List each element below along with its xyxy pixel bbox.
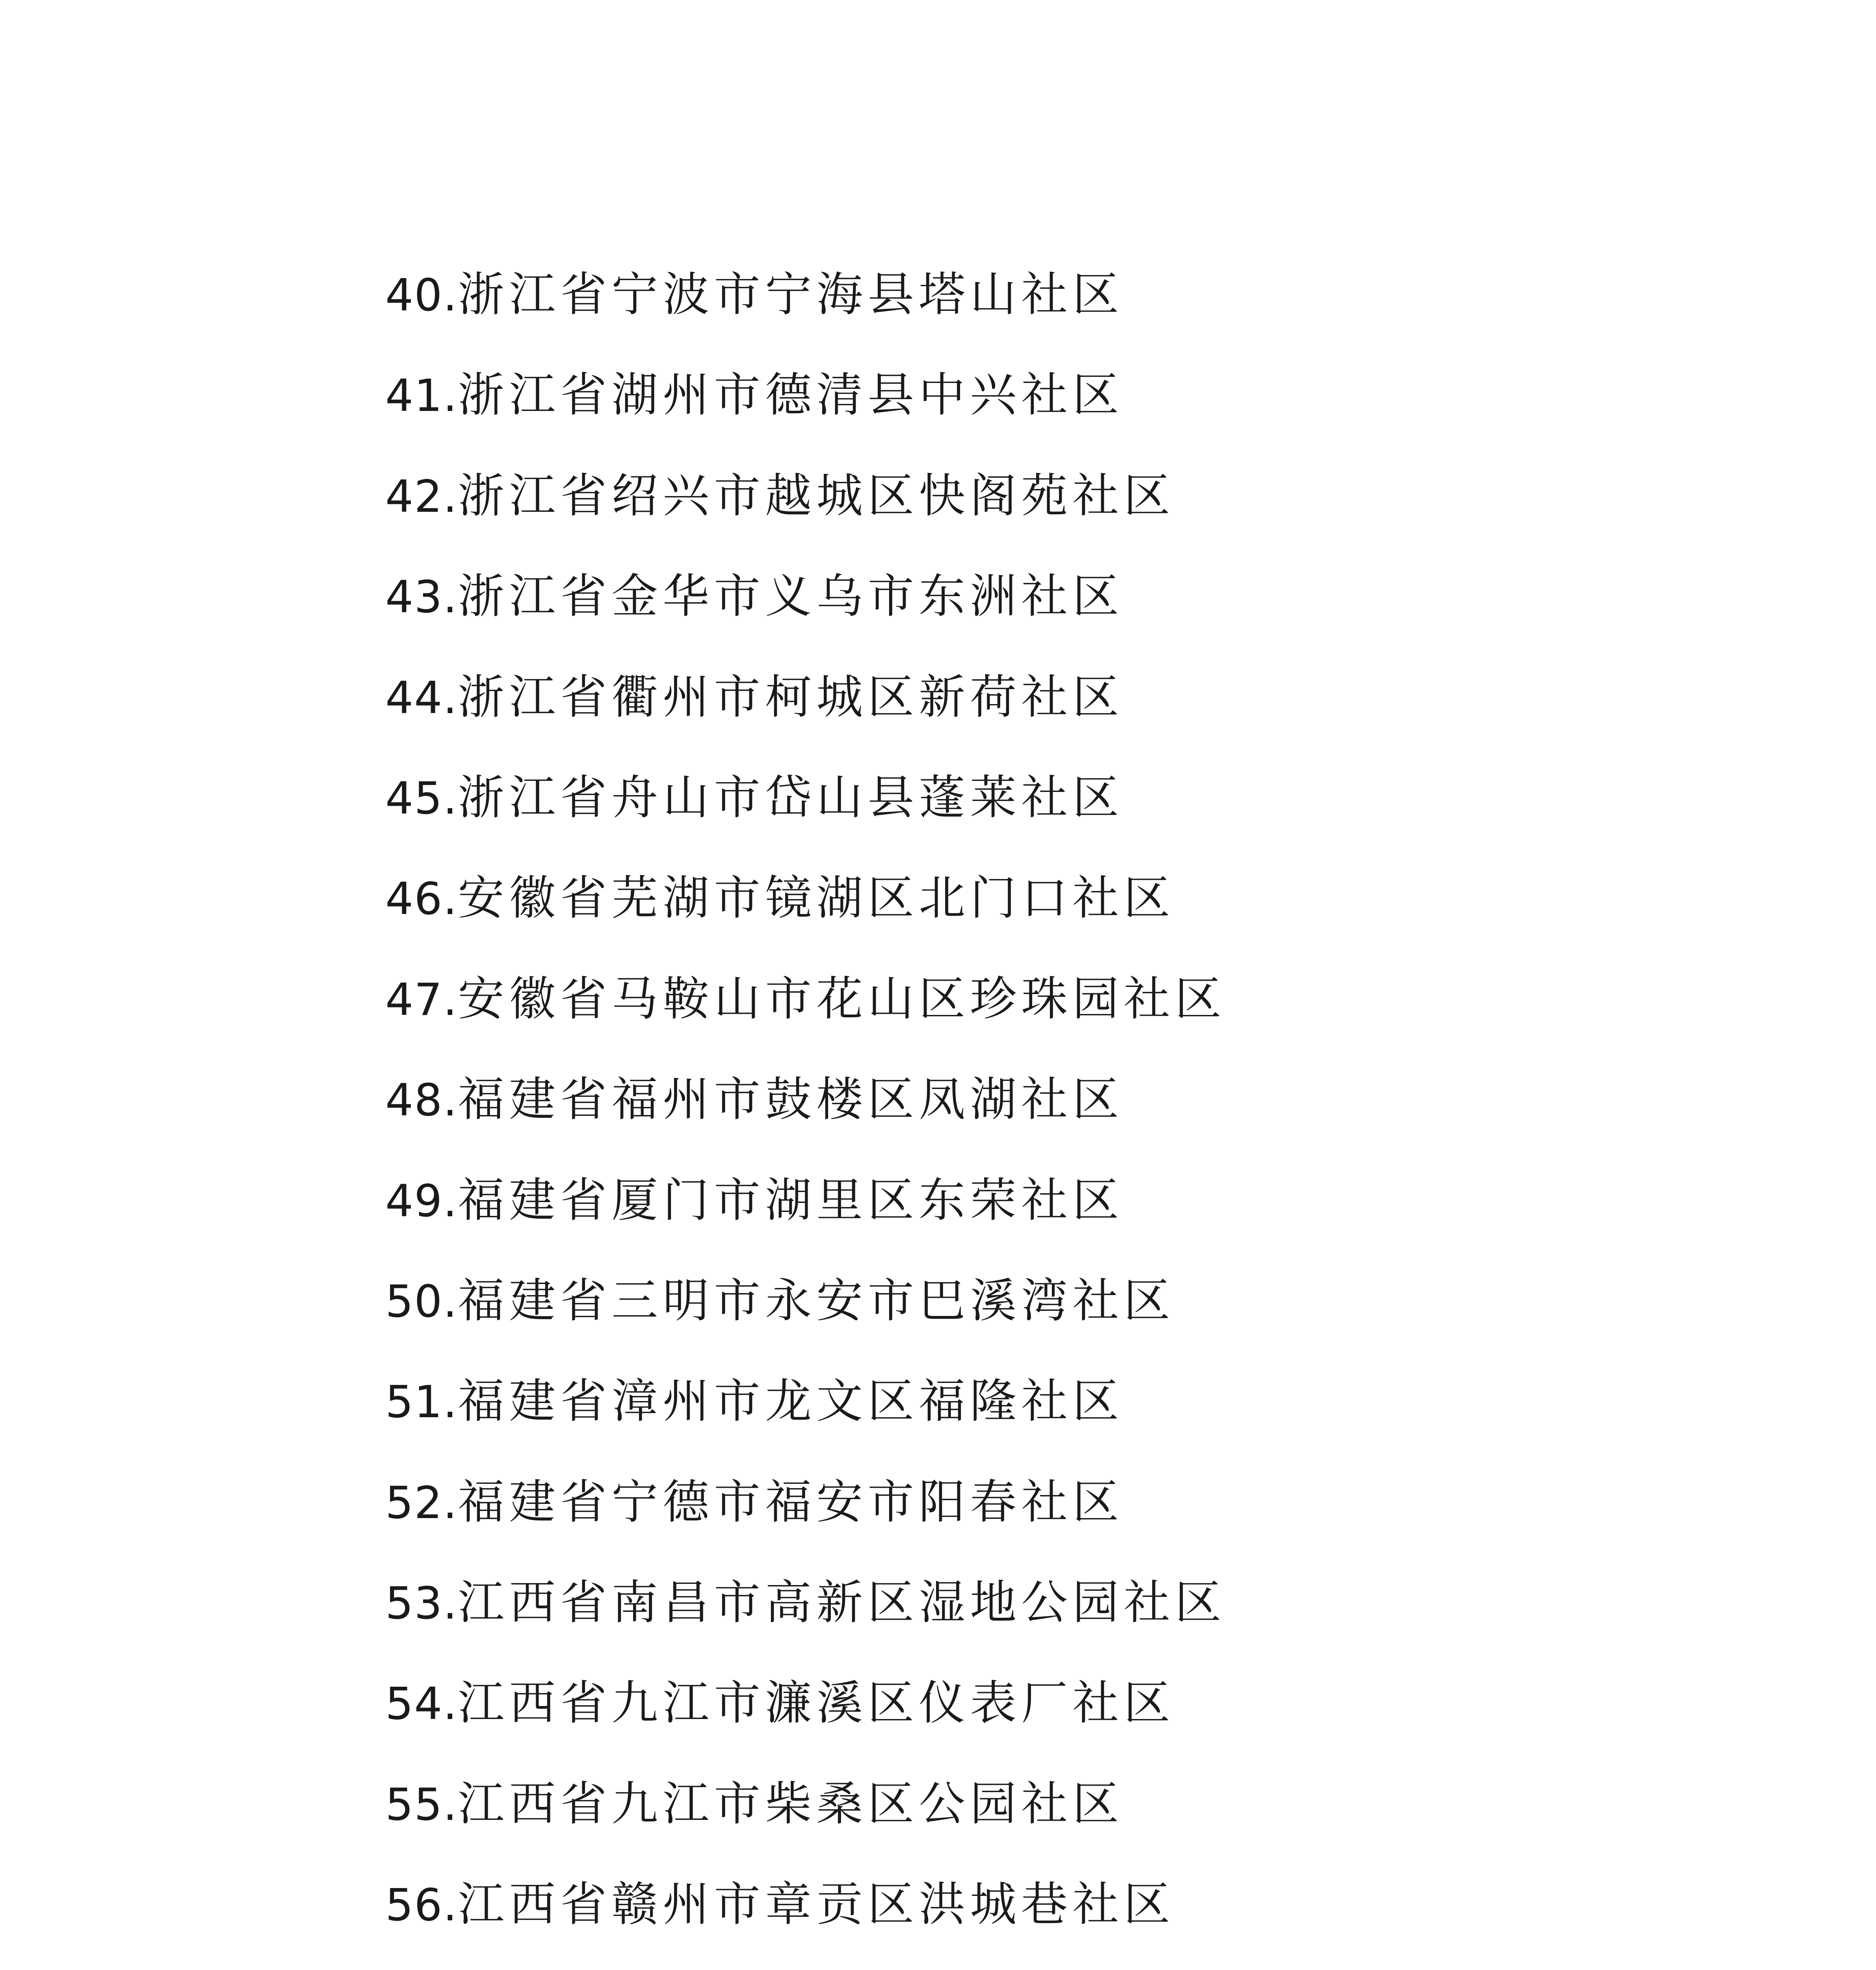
item-number: 49. <box>385 1175 458 1227</box>
item-number: 50. <box>385 1276 458 1327</box>
list-item <box>385 1552 1226 1653</box>
item-text: 安徽省马鞍山市花山区珍珠园社区 <box>458 971 1226 1026</box>
item-text: 安徽省芜湖市镜湖区北门口社区 <box>458 871 1175 926</box>
list-item <box>385 1754 1226 1854</box>
item-number: 43. <box>385 572 458 623</box>
item-text: 浙江省金华市义乌市东洲社区 <box>458 569 1124 624</box>
list-item <box>385 747 1226 848</box>
item-number: 54. <box>385 1678 458 1730</box>
item-text: 福建省三明市永安市巴溪湾社区 <box>458 1273 1175 1328</box>
list-item <box>385 1251 1226 1351</box>
community-list <box>385 244 1226 1970</box>
item-number: 55. <box>385 1779 458 1831</box>
list-item <box>385 446 1226 546</box>
item-number: 44. <box>385 672 458 724</box>
list-item <box>385 345 1226 445</box>
item-number: 41. <box>385 370 458 422</box>
item-text: 浙江省湖州市德清县中兴社区 <box>458 368 1124 422</box>
list-item <box>385 1351 1226 1451</box>
item-number: 53. <box>385 1578 458 1630</box>
item-number: 56. <box>385 1880 458 1931</box>
list-item <box>385 1150 1226 1251</box>
item-number: 45. <box>385 773 458 824</box>
item-number: 51. <box>385 1377 458 1428</box>
item-text: 福建省厦门市湖里区东荣社区 <box>458 1173 1124 1227</box>
item-text: 浙江省衢州市柯城区新荷社区 <box>458 669 1124 724</box>
item-number: 46. <box>385 873 458 925</box>
item-text: 江西省九江市濂溪区仪表厂社区 <box>458 1676 1175 1730</box>
list-item <box>385 848 1226 948</box>
item-number: 42. <box>385 471 458 522</box>
item-text: 福建省福州市鼓楼区凤湖社区 <box>458 1072 1124 1127</box>
list-item <box>385 244 1226 345</box>
item-text: 江西省南昌市高新区湿地公园社区 <box>458 1575 1226 1630</box>
item-text: 江西省九江市柴桑区公园社区 <box>458 1776 1124 1831</box>
list-item <box>385 1049 1226 1150</box>
list-item <box>385 1854 1226 1955</box>
item-number: 47. <box>385 974 458 1026</box>
list-item <box>385 647 1226 747</box>
list-item <box>385 1653 1226 1753</box>
item-number: 48. <box>385 1075 458 1126</box>
item-number: 52. <box>385 1477 458 1529</box>
list-item <box>385 949 1226 1049</box>
item-number: 40. <box>385 270 458 321</box>
item-text: 浙江省宁波市宁海县塔山社区 <box>458 267 1124 322</box>
item-text: 浙江省绍兴市越城区快阁苑社区 <box>458 468 1175 523</box>
list-item <box>385 1452 1226 1552</box>
item-text: 江西省赣州市章贡区洪城巷社区 <box>458 1877 1175 1932</box>
item-text: 福建省漳州市龙文区福隆社区 <box>458 1374 1124 1429</box>
item-text: 浙江省舟山市岱山县蓬莱社区 <box>458 770 1124 825</box>
item-text: 福建省宁德市福安市阳春社区 <box>458 1474 1124 1529</box>
list-item <box>385 546 1226 647</box>
list-item <box>385 1955 1226 1970</box>
